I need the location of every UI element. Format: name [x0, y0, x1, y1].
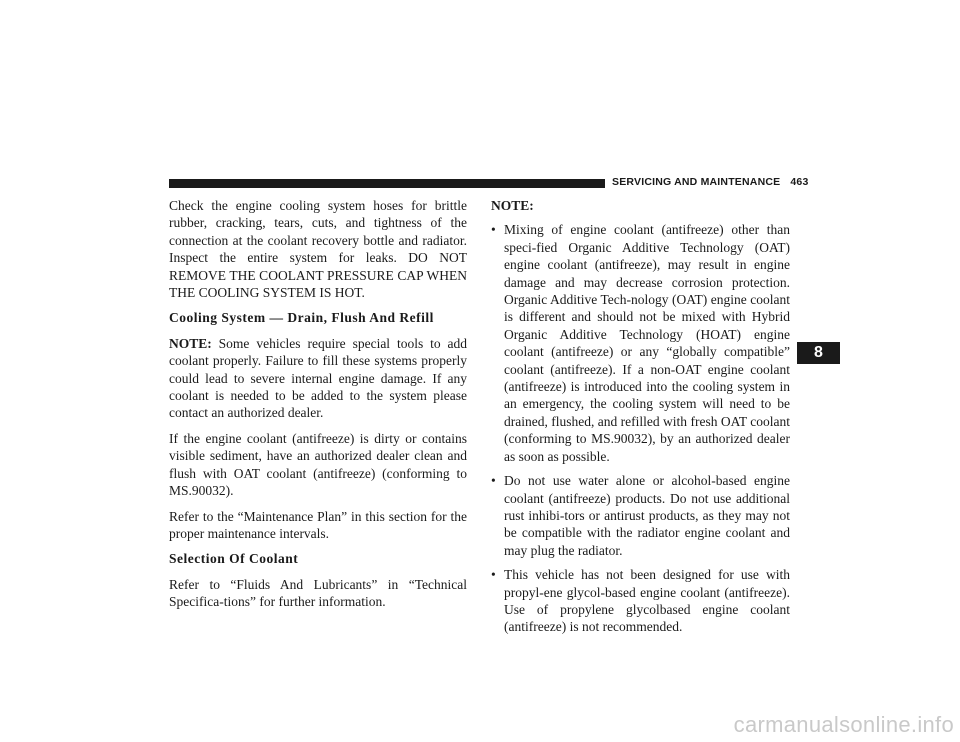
- dirty-coolant-paragraph: If the engine coolant (antifreeze) is dirty or contains visible sediment, have an authorized dealer clean and flush with OAT coolant (antifreeze) (conforming to MS.90032).: [169, 430, 467, 499]
- note-paragraph: [169, 335, 467, 422]
- fluids-reference-paragraph: Refer to “Fluids And Lubricants” in “Technical Specifica-tions” for further information.: [169, 576, 467, 610]
- left-column: [169, 197, 467, 619]
- header-rule: [169, 179, 605, 188]
- note-heading: NOTE:: [491, 198, 534, 213]
- heading-selection-of-coolant: Selection Of Coolant: [169, 551, 299, 567]
- watermark: carmanualsonline.info: [733, 712, 954, 737]
- bullet-text: Do not use water alone or alcohol-based engine coolant (antifreeze) products. Do not use additional rust inhibi-tors or antirust products, as they may not be compatible with the radiator engine coolant and may plug the radiator.: [504, 473, 790, 558]
- running-header: [612, 176, 808, 188]
- bullet-icon: •: [491, 222, 496, 238]
- right-column: [491, 197, 790, 643]
- note-label: NOTE:: [169, 335, 212, 351]
- list-item: [491, 566, 790, 636]
- list-item: [491, 472, 790, 559]
- note-bullet-list: [491, 221, 790, 635]
- intro-paragraph: Check the engine cooling system hoses for brittle rubber, cracking, tears, cuts, and tightness of the connection at the coolant recovery bottle and radiator. Inspect the entire system for leaks. DO NOT REMOVE THE COOLANT PRESSURE CAP WHEN THE COOLING SYSTEM IS HOT.: [169, 198, 467, 301]
- bullet-text: This vehicle has not been designed for use with propyl-ene glycol-based engine coolant (antifreeze). Use of propylene glycolbased engine coolant (antifreeze) is not recommended.: [504, 567, 790, 635]
- chapter-tab: 8: [797, 342, 840, 364]
- bullet-text: Mixing of engine coolant (antifreeze) other than speci-fied Organic Additive Technology (OAT) engine coolant (antifreeze), may result in engine damage and may decrease corrosion protection. Organic Additive Tech-nology (OAT) engine coolant is different and should not be mixed with Hybrid Organic Additive Technology (HOAT) engine coolant (antifreeze) or any “globally compatible” coolant (antifreeze). If a non-OAT engine coolant (antifreeze) is introduced into the cooling system in an emergency, the cooling system will need to be drained, flushed, and refilled with fresh OAT coolant (conforming to MS.90032), by an authorized dealer as soon as possible.: [504, 222, 790, 464]
- section-title: SERVICING AND MAINTENANCE: [612, 176, 781, 188]
- heading-drain-flush-refill: Cooling System — Drain, Flush And Refill: [169, 310, 434, 326]
- bullet-icon: •: [491, 473, 496, 489]
- list-item: [491, 221, 790, 465]
- bullet-icon: •: [491, 567, 496, 583]
- maintenance-plan-paragraph: Refer to the “Maintenance Plan” in this section for the proper maintenance intervals.: [169, 508, 467, 541]
- page-number: 463: [790, 176, 809, 188]
- note-text: Some vehicles require special tools to add coolant properly. Failure to fill these systems properly could lead to severe internal engine damage. If any coolant is needed to be added to the system please contact an authorized dealer.: [169, 335, 468, 421]
